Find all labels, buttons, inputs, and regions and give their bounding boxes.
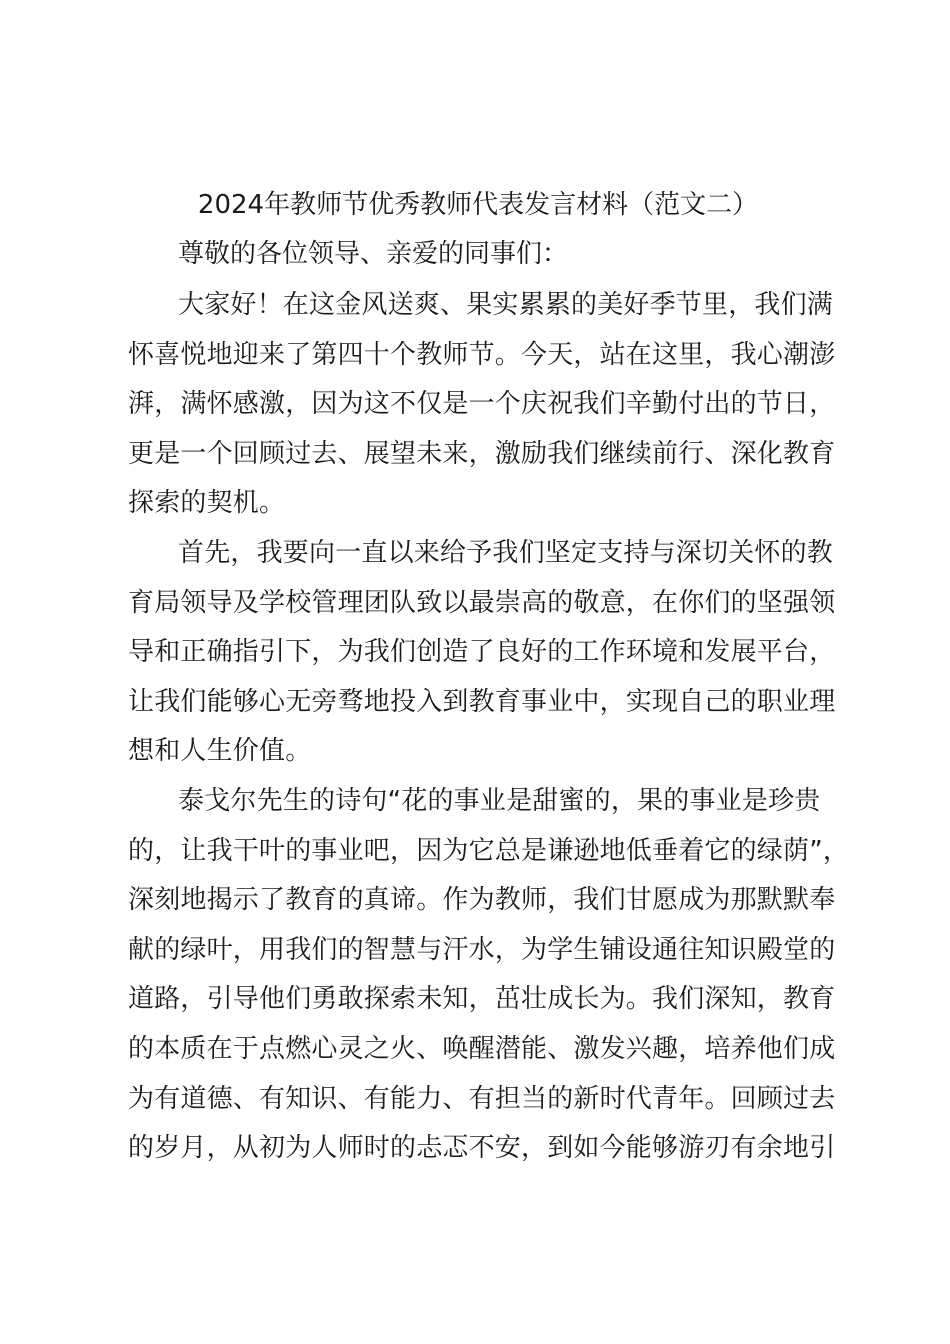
paragraph-tagore	[128, 777, 850, 1174]
text-line: 育局领导及学校管理团队致以最崇高的敬意，在你们的坚强领	[128, 587, 836, 618]
text-line: 探索的契机。	[128, 488, 286, 519]
text-line: 导和正确指引下，为我们创造了良好的工作环境和发展平台，	[128, 637, 836, 668]
text-line: 献的绿叶，用我们的智慧与汗水，为学生铺设通往知识殿堂的	[128, 934, 836, 965]
text-line: 为有道德、有知识、有能力、有担当的新时代青年。回顾过去	[128, 1083, 836, 1114]
text-line: 的本质在于点燃心灵之火、唤醒潜能、激发兴趣，培养他们成	[128, 1033, 836, 1064]
text-line: 让我们能够心无旁骛地投入到教育事业中，实现自己的职业理	[128, 686, 836, 717]
text-line: 想和人生价值。	[128, 736, 312, 767]
text-line: 湃，满怀感激，因为这不仅是一个庆祝我们辛勤付出的节日，	[128, 389, 836, 420]
text-line: 泰戈尔先生的诗句“花的事业是甜蜜的，果的事业是珍贵	[178, 786, 821, 816]
text-line: 的岁月，从初为人师时的忐忑不安，到如今能够游刃有余地引	[128, 1133, 836, 1164]
text-line: 更是一个回顾过去、展望未来，激励我们继续前行、深化教育	[128, 438, 836, 469]
text-line: 的，让我干叶的事业吧，因为它总是谦逊地低垂着它的绿荫”，	[128, 835, 850, 866]
text-line: 怀喜悦地迎来了第四十个教师节。今天，站在这里，我心潮澎	[128, 339, 836, 370]
paragraph-thanks	[128, 529, 834, 777]
salutation: 尊敬的各位领导、亲爱的同事们：	[178, 239, 569, 269]
text-line: 道路，引导他们勇敢探索未知，茁壮成长为。我们深知，教育	[128, 984, 836, 1015]
text-line: 首先，我要向一直以来给予我们坚定支持与深切关怀的教	[178, 538, 834, 568]
text-line: 大家好！在这金风送爽、果实累累的美好季节里，我们满	[178, 290, 834, 320]
paragraph-greeting	[128, 281, 834, 529]
document-title: 2024年教师节优秀教师代表发言材料（范文二）	[197, 190, 759, 220]
text-line: 深刻地揭示了教育的真谛。作为教师，我们甘愿成为那默默奉	[128, 885, 836, 916]
